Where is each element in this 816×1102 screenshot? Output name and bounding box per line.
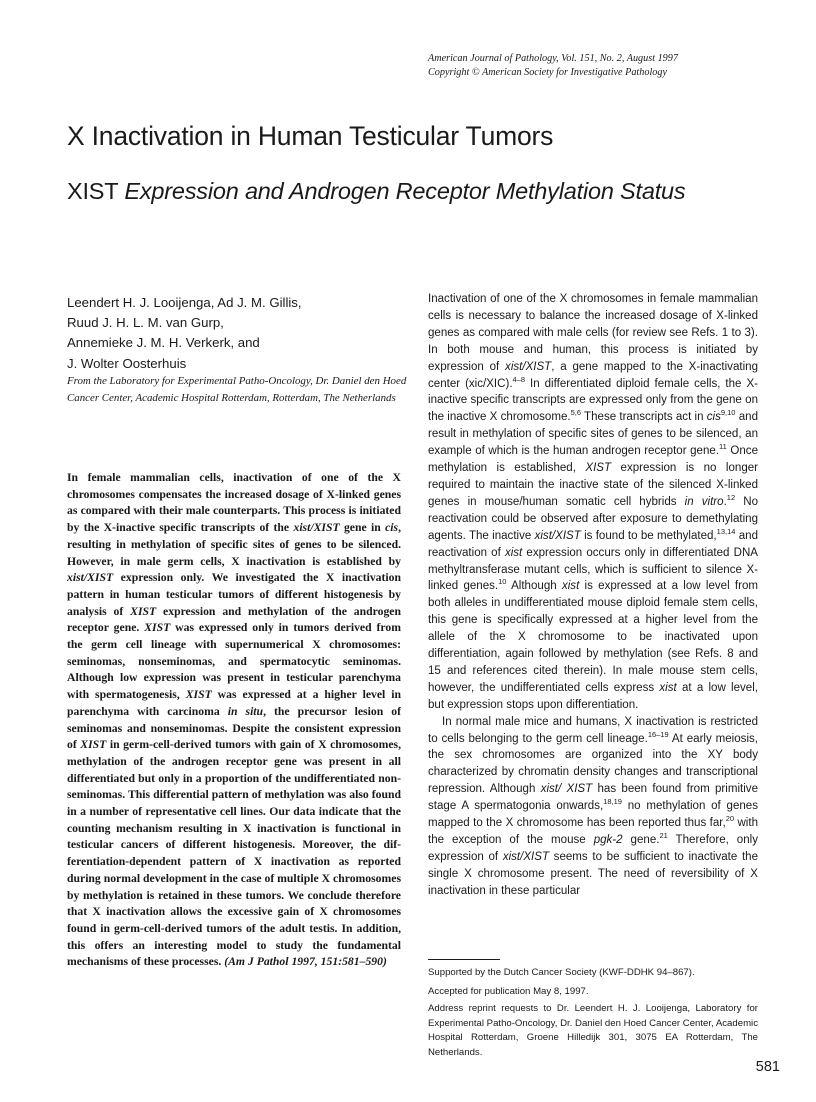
text: and result in methylation of specific sites of genes to be silenced, an example of which is the human androgen receptor gene. (428, 411, 758, 458)
gene-name: xist (659, 681, 677, 694)
affiliation: From the Laboratory for Experimental Patho-Oncology, Dr. Daniel den Hoed Cancer Center, Academic Hospital Rotterdam, Rotterdam, The Netherlands (67, 375, 407, 404)
text: Inactivation of one of the X chromosomes in female mammalian cells is necessary to balance the increased dosage of X-linked genes as compared with male cells (for review see Refs. 1 to 3). In both mouse and human, this process is initiated by expression of (428, 293, 758, 373)
reference-superscript: 21 (659, 831, 668, 840)
gene-name: pgk-2 (593, 834, 623, 846)
text: with the exception of the mouse (428, 817, 759, 846)
journal-header (428, 52, 788, 80)
reference-superscript: 11 (719, 442, 727, 452)
abstract-text: expression and methylation of the androgen receptor gene. (67, 604, 401, 635)
gene-name: xist/XIST (502, 850, 550, 863)
gene-name: xist/ XIST (540, 783, 593, 796)
text: is found to be methylated, (580, 529, 717, 542)
text: Once methylation is established, (428, 445, 758, 475)
copyright-line: Copyright © American Society for Investigative Pathology (428, 67, 667, 78)
abstract-citation: (Am J Pathol 1997, 151:581–590) (224, 955, 387, 969)
reference-superscript: 12 (726, 492, 736, 502)
reference-superscript: 16–19 (647, 729, 669, 739)
abstract-text: in germ-cell-derived tumors with gain of X chromosomes, methylation of the androgen receptor gene was present in all differentiated but only in a proportion of the undifferentiated nonseminomas. This differential pattern of methylation was also found in a number of representative cell lines. Our data indicate that the counting mechanism resulting in X inactivation is functional in testicular cancers of different histogenesis. Moreover, the differentiation-dependent pattern of X inactivation as reported during normal development in the case of multiple X chromosomes by methylation is retained in these tumors. We conclude therefore that X inactivation allows the excessive gain of X chromosomes found in germ-cell-derived tumors of the adult testis. In addition, this offers an interesting model to study the fundamental mechanisms of these processes. (67, 738, 401, 969)
reference-superscript: 10 (498, 577, 507, 587)
abstract (67, 470, 401, 971)
text: In differentiated diploid female cells, the X-inactive specific transcripts are expressed only from the gene on the inactive X chromosome. (428, 377, 758, 424)
gene-name: xist/XIST (505, 360, 552, 373)
accepted-footnote: Accepted for publication May 8, 1997. (428, 986, 589, 997)
reference-superscript: 4–8 (512, 374, 526, 384)
gene-name: xist (504, 546, 523, 559)
text: expression is no longer required to maintain the inactive state of the silenced X-linked genes in mouse/human somatic cell hybrids (428, 462, 759, 508)
journal-citation-line: American Journal of Pathology, Vol. 151, No. 2, August 1997 (428, 53, 678, 64)
abstract-text: was expressed only in tumors derived from the germ cell lineage with supernumerical X chromosomes: seminomas, nonseminomas, and spermatocytic seminomas. Although low expression was present in testicular parenchyma with spermatogenesis, (67, 621, 401, 702)
gene-name: XIST (185, 688, 212, 702)
subtitle-gene: XIST (67, 178, 119, 204)
author-line: Ruud J. H. L. M. van Gurp, (67, 315, 224, 331)
body-text (428, 291, 758, 900)
reference-superscript: 13,14 (716, 526, 736, 536)
text: seems to be sufficient to inactivate the single X chromosome present. The need of reversibility of X inactivation in these particular (428, 850, 758, 897)
term-italic: cis (385, 521, 399, 535)
text: . (723, 495, 727, 508)
term-italic: in situ (227, 704, 264, 718)
text: at a low level, but expression stops upon differentiation. (428, 681, 759, 711)
term-italic: cis (706, 411, 721, 424)
gene-name: XIST (144, 621, 171, 635)
reference-superscript: 5,6 (570, 408, 582, 418)
gene-name: XIST (80, 738, 107, 752)
funding-footnote: Supported by the Dutch Cancer Society (KWF-DDHK 94–867). (428, 967, 695, 978)
text: , a gene mapped to the X-inactivating center (xic/XIC). (428, 360, 758, 390)
abstract-text: , resulting in methylation of specific sites of genes to be silenced. However, in male germ cells, X inactivation is established by (67, 521, 401, 568)
text: is expressed at a low level from both alleles in undifferentiated mouse diploid female stem cells, this gene is specifically expressed at a higher level from the allele of the X chromosome to be inactivated upon differentiation, again followed by methylation (see Refs. 8 and 15 and references cited therein). In male mouse stem cells, however, the undifferentiated cells express (428, 580, 758, 694)
text: In normal male mice and humans, X inactivation is restricted to cells belonging to the germ cell lineage. (428, 715, 758, 745)
article-subtitle (67, 176, 787, 206)
text: gene. (622, 834, 660, 846)
text: and reactivation of (428, 529, 758, 559)
gene-name: xist/XIST (293, 521, 340, 535)
gene-name: xist (561, 580, 580, 593)
author-line: J. Wolter Oosterhuis (67, 355, 187, 371)
page-number: 581 (755, 1059, 780, 1075)
author-list (67, 293, 407, 374)
gene-name: XIST (130, 604, 157, 618)
address-footnote: Address reprint requests to Dr. Leendert H. J. Looijenga, Laboratory for Experimental Patho-Oncology, Dr. Daniel den Hoed Cancer Center, Academic Hospital Rotterdam, Groene Hilledijk 301, 3075 EA Rotterdam, The Netherlands. (428, 1003, 758, 1058)
reference-superscript: 9,10 (720, 408, 736, 418)
abstract-text: , the precursor lesion of seminomas and nonseminomas. Despite the consistent expression of (67, 704, 401, 752)
abstract-text: In female mammalian cells, inactivation of one of the X chromosomes compensates the increased dosage of X-linked genes as compared with their male counterparts. This process is initiated by the X-inactive specific transcripts of the (67, 471, 401, 535)
reference-superscript: 20 (725, 814, 735, 824)
gene-name: xist/XIST (534, 529, 581, 542)
text: Although (506, 580, 562, 593)
subtitle-text: Expression and Androgen Receptor Methylation Status (124, 178, 686, 204)
author-line: Leendert H. J. Looijenga, Ad J. M. Gillis, (67, 295, 302, 310)
text: These transcripts act in (581, 411, 707, 424)
text: expression occurs only in differentiated DNA methyltransferase mutant cells, which is sufficient to silence X-linked genes. (428, 546, 758, 593)
text: has been found from primitive stage A spermatogonia onwards, (428, 783, 758, 813)
body-paragraph (428, 291, 758, 714)
term-italic: in vitro (684, 495, 724, 508)
reference-superscript: 18,19 (603, 797, 622, 807)
abstract-text: expression only. We investigated the X inactivation pattern in human testicular tumors of different histogenesis by analysis of (67, 571, 401, 618)
gene-name: xist/XIST (67, 571, 114, 585)
text: No reactivation could be observed after exposure to demethylating agents. The inactive (428, 495, 758, 542)
footnote-divider (428, 959, 500, 960)
text: no methylation of genes mapped to the X chromosome has been reported thus far, (428, 800, 758, 830)
body-paragraph (428, 714, 758, 900)
abstract-text: was expressed at a higher level in parenchyma with carcinoma (67, 688, 401, 718)
text: Therefore, only expression of (428, 834, 758, 863)
gene-name: XIST (585, 462, 612, 475)
abstract-text: gene in (339, 521, 386, 535)
author-line: Annemieke J. M. H. Verkerk, and (67, 335, 260, 351)
text: At early meiosis, the sex chromosomes are organized into the XY body characterized by chromatin density changes and transcriptional repression. Although (428, 732, 758, 796)
article-title: X Inactivation in Human Testicular Tumors (67, 121, 554, 151)
